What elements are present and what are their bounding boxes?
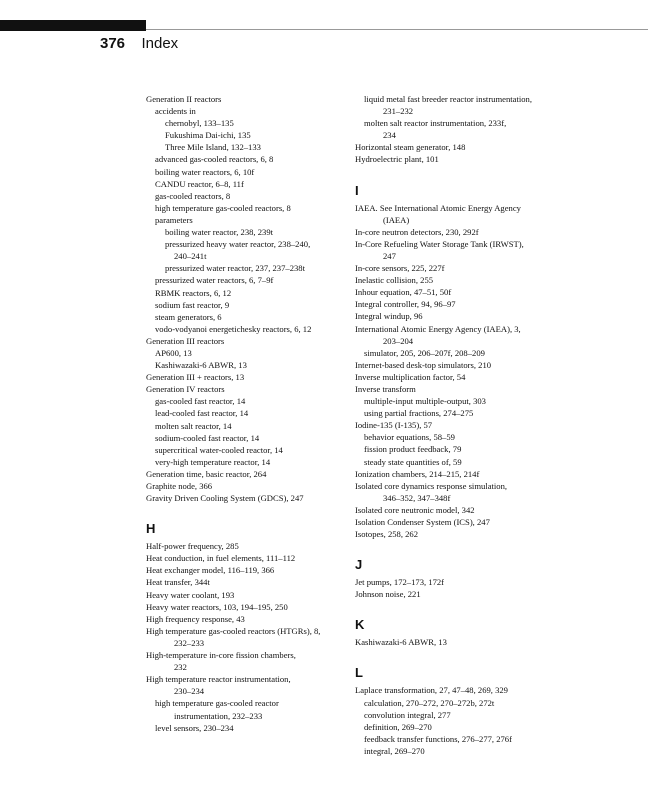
index-subentry: definition, 269–270: [364, 721, 432, 732]
index-subentry: behavior equations, 58–59: [364, 432, 455, 443]
index-subentry: supercritical water-cooled reactor, 14: [155, 444, 283, 455]
section-gap: [146, 504, 356, 522]
index-subentry: gas-cooled reactors, 8: [155, 190, 231, 201]
index-subentry: level sensors, 230–234: [155, 722, 234, 733]
index-entry: Heat transfer, 344t: [146, 577, 210, 588]
index-entry: In-Core Refueling Water Storage Tank (IRWST),: [355, 238, 524, 249]
index-letter-heading: J: [355, 557, 363, 573]
index-entry: Inverse multiplication factor, 54: [355, 371, 466, 382]
index-entry: Hydroelectric plant, 101: [355, 154, 439, 165]
index-subentry: sodium fast reactor, 9: [155, 299, 230, 310]
index-subentry: integral, 269–270: [364, 745, 425, 756]
index-subentry: lead-cooled fast reactor, 14: [155, 408, 249, 419]
index-entry: International Atomic Energy Agency (IAEA), 3,: [355, 323, 521, 334]
index-entry: Heat exchanger model, 116–119, 366: [146, 565, 275, 576]
index-subentry: sodium-cooled fast reactor, 14: [155, 432, 260, 443]
index-subentry: RBMK reactors, 6, 12: [155, 287, 232, 298]
index-column-left: [146, 93, 356, 734]
index-entry-continuation: 232: [174, 662, 187, 673]
page-title: Index: [141, 35, 179, 52]
header-bar-black: [0, 20, 146, 31]
index-subentry: advanced gas-cooled reactors, 6, 8: [155, 154, 274, 165]
index-entry: Inverse transform: [355, 383, 416, 394]
page-header: [100, 35, 178, 53]
index-entry-continuation: 231–232: [383, 106, 414, 117]
index-entry-continuation: 240–241t: [174, 251, 207, 262]
index-subentry: feedback transfer functions, 276–277, 276f: [364, 733, 512, 744]
index-subentry: molten salt reactor instrumentation, 233f,: [364, 118, 507, 129]
index-entry: Ionization chambers, 214–215, 214f: [355, 468, 480, 479]
index-subentry: high temperature gas-cooled reactor: [155, 698, 279, 709]
index-subentry: Fukushima Dai-ichi, 135: [165, 130, 251, 141]
index-entry-continuation: (IAEA): [383, 214, 410, 225]
index-subentry: vodo-vodyanoi energetichesky reactors, 6, 12: [155, 323, 312, 334]
index-letter-heading: H: [146, 521, 156, 537]
index-column-right: [355, 93, 570, 757]
index-entry: Kashiwazaki-6 ABWR, 13: [355, 637, 447, 648]
section-gap: [355, 648, 570, 666]
index-entry-continuation: 230–234: [174, 686, 205, 697]
index-entry-continuation: 234: [383, 130, 396, 141]
section-gap: [355, 166, 570, 184]
index-entry: Heavy water coolant, 193: [146, 589, 235, 600]
index-entry: Heavy water reactors, 103, 194–195, 250: [146, 601, 288, 612]
index-subentry: steady state quantities of, 59: [364, 456, 462, 467]
index-entry: Generation IV reactors: [146, 384, 225, 395]
index-subentry: pressurized heavy water reactor, 238–240,: [165, 239, 311, 250]
index-entry: High-temperature in-core fission chambers,: [146, 650, 296, 661]
index-entry: Johnson noise, 221: [355, 589, 421, 600]
index-entry: Gravity Driven Cooling System (GDCS), 247: [146, 493, 304, 504]
index-subentry: Three Mile Island, 132–133: [165, 142, 261, 153]
index-entry: Jet pumps, 172–173, 172f: [355, 577, 445, 588]
index-entry: Heat conduction, in fuel elements, 111–112: [146, 553, 296, 564]
index-subentry: simulator, 205, 206–207f, 208–209: [364, 347, 485, 358]
index-entry: High temperature gas-cooled reactors (HTGRs), 8,: [146, 625, 321, 636]
index-entry-continuation: 203–204: [383, 335, 414, 346]
index-subentry: convolution integral, 277: [364, 709, 451, 720]
index-subentry: very-high temperature reactor, 14: [155, 456, 271, 467]
index-subentry: CANDU reactor, 6–8, 11f: [155, 178, 244, 189]
index-entry: Graphite node, 366: [146, 481, 213, 491]
index-entry: In-core sensors, 225, 227f: [355, 263, 445, 274]
index-subentry: chernobyl, 133–135: [165, 118, 234, 129]
index-entry: Generation time, basic reactor, 264: [146, 468, 267, 479]
index-subentry: using partial fractions, 274–275: [364, 408, 474, 419]
index-entry: Inelastic collision, 255: [355, 275, 434, 286]
index-entry: Isolated core dynamics response simulation,: [355, 480, 508, 491]
index-entry: In-core neutron detectors, 230, 292f: [355, 226, 479, 237]
index-subentry: parameters: [155, 214, 193, 225]
index-subentry: AP600, 13: [155, 347, 192, 358]
header-rule: [146, 29, 648, 30]
index-subentry: liquid metal fast breeder reactor instrumentation,: [364, 94, 532, 104]
index-subentry: calculation, 270–272, 270–272b, 272t: [364, 697, 495, 708]
index-subentry: accidents in: [155, 106, 196, 117]
section-gap: [355, 600, 570, 618]
index-entry: Horizontal steam generator, 148: [355, 142, 466, 153]
index-entry-continuation: instrumentation, 232–233: [174, 710, 263, 721]
index-subentry: boiling water reactors, 6, 10f: [155, 166, 255, 177]
index-entry: Half-power frequency, 285: [146, 541, 239, 552]
index-entry: IAEA. See International Atomic Energy Agency: [355, 202, 521, 213]
index-subentry: gas-cooled fast reactor, 14: [155, 396, 246, 407]
index-entry: Isolated core neutronic model, 342: [355, 504, 475, 515]
index-entry: Integral controller, 94, 96–97: [355, 299, 456, 310]
index-entry-continuation: 232–233: [174, 637, 205, 648]
section-gap: [355, 540, 570, 558]
index-entry-continuation: 247: [383, 250, 396, 261]
index-entry: Laplace transformation, 27, 47–48, 269, 329: [355, 685, 508, 696]
index-letter-heading: L: [355, 665, 363, 681]
index-entry: Generation II reactors: [146, 94, 222, 104]
index-entry: Isolation Condenser System (ICS), 247: [355, 517, 490, 527]
index-letter-heading: K: [355, 617, 365, 633]
index-entry: Generation III + reactors, 13: [146, 372, 245, 383]
index-subentry: high temperature gas-cooled reactors, 8: [155, 202, 291, 213]
index-subentry: multiple-input multiple-output, 303: [364, 396, 486, 407]
index-subentry: pressurized water reactors, 6, 7–9f: [155, 275, 274, 286]
index-subentry: boiling water reactor, 238, 239t: [165, 227, 274, 238]
index-subentry: pressurized water reactor, 237, 237–238t: [165, 263, 305, 274]
index-subentry: steam generators, 6: [155, 311, 222, 322]
index-entry-continuation: 346–352, 347–348f: [383, 492, 451, 503]
index-entry: Isotopes, 258, 262: [355, 529, 419, 540]
index-entry: Inhour equation, 47–51, 50f: [355, 287, 452, 298]
index-subentry: fission product feedback, 79: [364, 444, 462, 455]
index-entry: Internet-based desk-top simulators, 210: [355, 359, 492, 370]
index-entry: Integral windup, 96: [355, 311, 423, 322]
index-entry: High temperature reactor instrumentation,: [146, 674, 291, 685]
index-letter-heading: I: [355, 182, 359, 198]
index-entry: Generation III reactors: [146, 335, 225, 346]
index-entry: High frequency response, 43: [146, 613, 245, 624]
index-subentry: molten salt reactor, 14: [155, 420, 232, 431]
index-entry: Iodine-135 (I-135), 57: [355, 420, 433, 431]
page-number: 376: [100, 35, 126, 52]
index-subentry: Kashiwazaki-6 ABWR, 13: [155, 360, 247, 371]
